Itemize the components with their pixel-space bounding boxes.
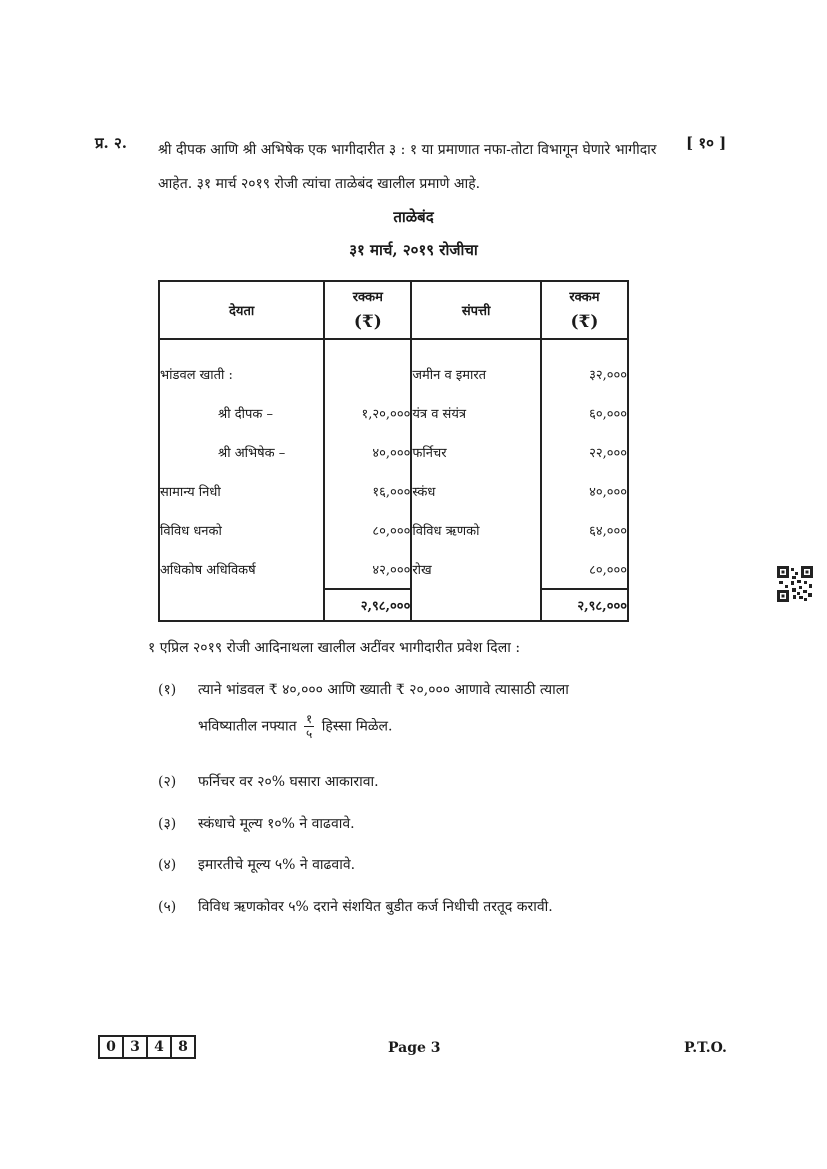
liability-amount: ४२,००० (324, 549, 411, 589)
condition-continuation (198, 712, 392, 741)
liability-label: भांडवल खाती : (159, 339, 324, 393)
condition-text: स्कंधाचे मूल्य १०% ने वाढवावे. (198, 816, 355, 832)
table-row (159, 510, 628, 549)
fraction-numerator: १ (306, 712, 313, 726)
condition-text: विविध ऋणकोवर ५% दराने संशयित बुडीत कर्ज निधीची तरतूद करावी. (198, 899, 553, 915)
asset-label: फर्निचर (411, 432, 541, 471)
condition-text-part: भविष्यातील नफ्यात (198, 718, 297, 735)
question-number: प्र. २. (95, 134, 128, 152)
fraction (304, 712, 314, 741)
balance-sheet-date: ३१ मार्च, २०१९ रोजीचा (349, 241, 478, 259)
asset-amount: ६४,००० (541, 510, 628, 549)
liability-label: श्री दीपक – (159, 393, 324, 432)
asset-label: यंत्र व संयंत्र (411, 393, 541, 432)
question-text: श्री दीपक आणि श्री अभिषेक एक भागीदारीत ३ : १ या प्रमाणात नफा-तोटा विभागून घेणारे भागीदार आहेत. ३१ मार्च २०१९ रोजी त्यांचा ताळेबंद खालील प्रमाणे आहे. (158, 142, 657, 192)
condition-number: (२) (158, 774, 177, 790)
header-amount-assets (541, 281, 628, 339)
table-header-row (159, 281, 628, 339)
table-row (159, 471, 628, 510)
admission-intro: १ एप्रिल २०१९ रोजी आदिनाथला खालील अटींवर भागीदारीत प्रवेश दिला : (148, 640, 521, 656)
header-rupee-label: (₹) (353, 312, 382, 332)
paper-code-digit: 3 (124, 1037, 148, 1057)
paper-code-digit: 4 (148, 1037, 172, 1057)
liability-label: अधिकोष अधिविकर्ष (159, 549, 324, 589)
liability-label: विविध धनको (159, 510, 324, 549)
liability-amount: ८०,००० (324, 510, 411, 549)
asset-label: स्कंध (411, 471, 541, 510)
condition-number: (५) (158, 899, 177, 915)
condition-item (158, 897, 553, 916)
condition-number: (१) (158, 682, 177, 698)
empty-cell (159, 589, 324, 621)
asset-label: रोख (411, 549, 541, 589)
table-total-row (159, 589, 628, 621)
condition-text: फर्निचर वर २०% घसारा आकारावा. (198, 774, 379, 790)
asset-amount: ४०,००० (541, 471, 628, 510)
paper-code-digit: 0 (100, 1037, 124, 1057)
empty-cell (411, 589, 541, 621)
asset-label: जमीन व इमारत (411, 339, 541, 393)
asset-amount: ६०,००० (541, 393, 628, 432)
total-liabilities: २,९८,००० (324, 589, 411, 621)
liability-amount: १६,००० (324, 471, 411, 510)
asset-label: विविध ऋणको (411, 510, 541, 549)
paper-code-box (98, 1035, 196, 1059)
liability-label: सामान्य निधी (159, 471, 324, 510)
condition-item (158, 814, 355, 833)
fraction-denominator: ५ (306, 727, 313, 741)
condition-number: (३) (158, 816, 177, 832)
header-amount-liabilities (324, 281, 411, 339)
condition-text: इमारतीचे मूल्य ५% ने वाढवावे. (198, 857, 356, 873)
asset-amount: ८०,००० (541, 549, 628, 589)
question-marks: [ १० ] (686, 134, 727, 152)
header-liabilities: देयता (159, 281, 324, 339)
liability-amount: ४०,००० (324, 432, 411, 471)
condition-item (158, 680, 569, 699)
liability-label: श्री अभिषेक – (159, 432, 324, 471)
condition-number: (४) (158, 857, 177, 873)
liability-amount: १,२०,००० (324, 393, 411, 432)
balance-sheet-title: ताळेबंद (393, 208, 434, 226)
asset-amount: २२,००० (541, 432, 628, 471)
paper-code-digit: 8 (178, 1039, 188, 1055)
condition-text-part: हिस्सा मिळेल. (321, 718, 393, 735)
condition-item (158, 772, 379, 791)
header-amount-label: रक्कम (352, 290, 383, 305)
header-amount-label: रक्कम (569, 290, 600, 305)
page-number: Page 3 (388, 1040, 441, 1056)
table-row (159, 549, 628, 589)
header-assets: संपत्ती (411, 281, 541, 339)
qr-code-icon (777, 566, 813, 602)
header-rupee-label: (₹) (570, 312, 599, 332)
table-row (159, 432, 628, 471)
pto-label: P.T.O. (684, 1040, 727, 1056)
table-row (159, 393, 628, 432)
liability-amount (324, 339, 411, 393)
condition-text: त्याने भांडवल ₹ ४०,००० आणि ख्याती ₹ २०,००० आणावे त्यासाठी त्याला (198, 682, 569, 698)
table-row (159, 339, 628, 393)
condition-item (158, 855, 355, 874)
total-assets: २,९८,००० (541, 589, 628, 621)
balance-sheet-table (158, 280, 629, 622)
asset-amount: ३२,००० (541, 339, 628, 393)
